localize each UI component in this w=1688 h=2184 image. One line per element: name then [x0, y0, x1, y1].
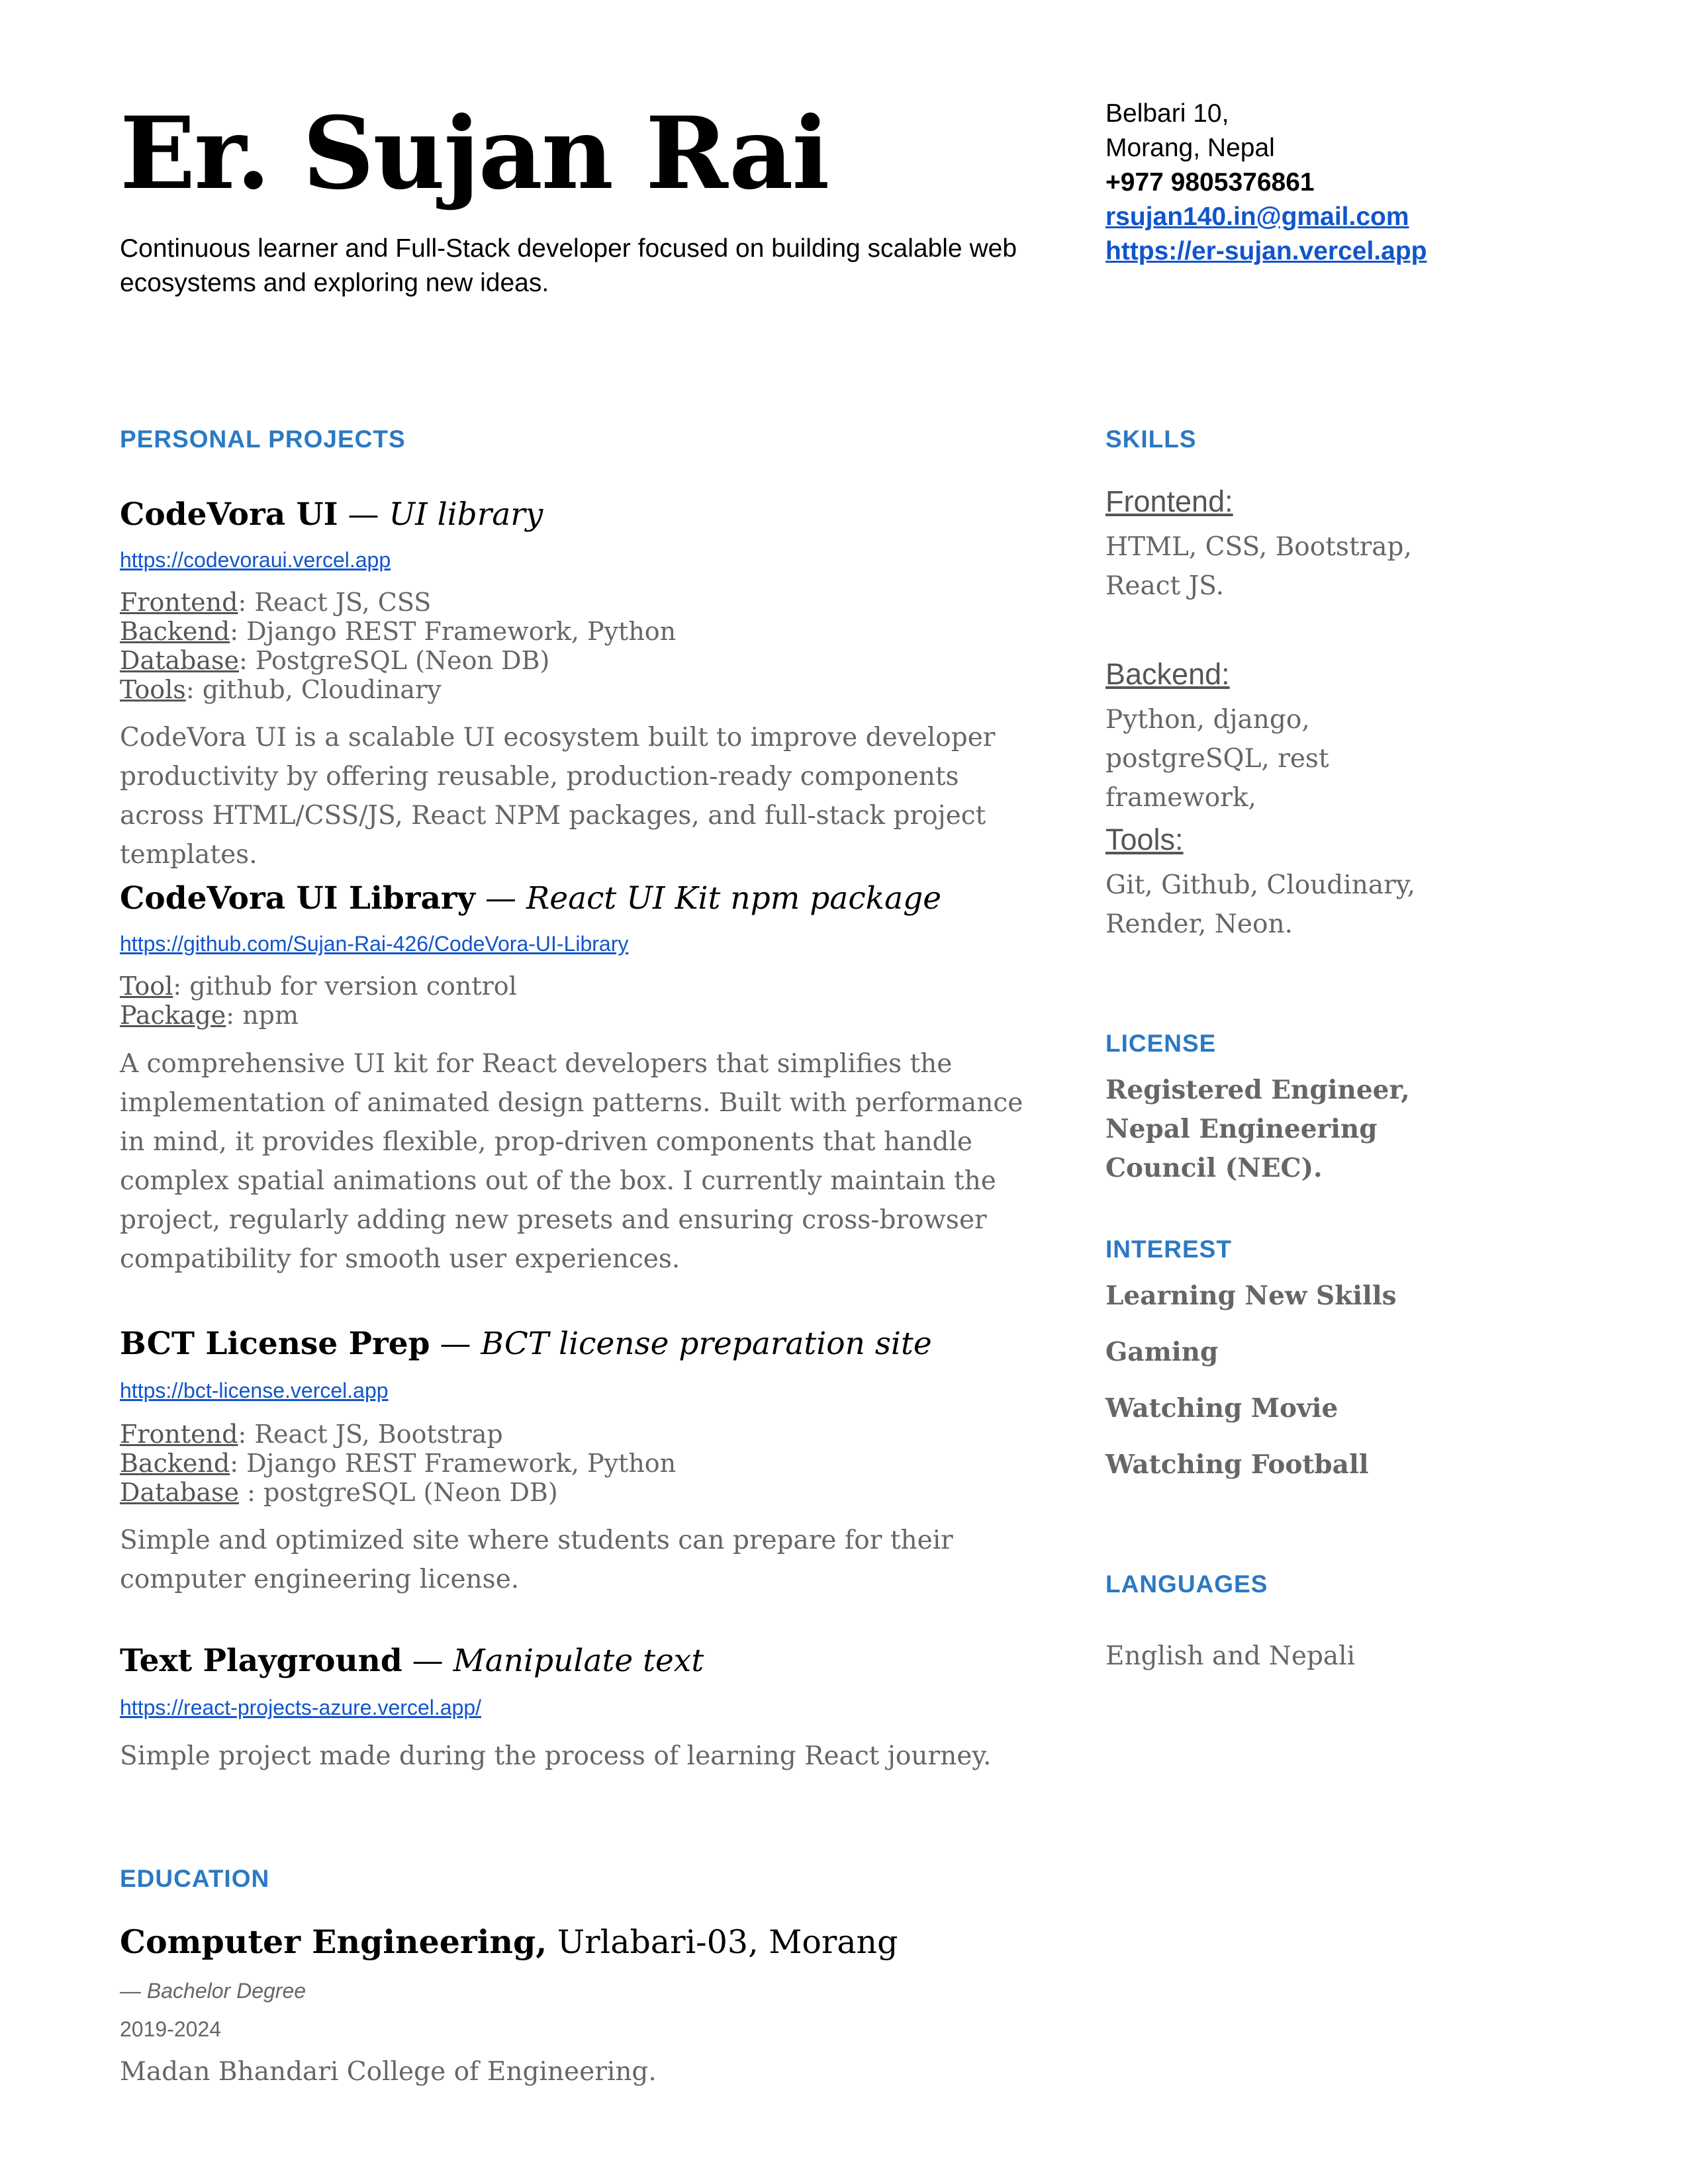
tagline: Continuous learner and Full-Stack developer focused on building scalable web ecosystems and exploring new ideas.: [120, 234, 1017, 297]
education-degree: Computer Engineering,: [120, 1923, 547, 1961]
tech-sep: :: [238, 588, 255, 617]
contact-block: [1105, 97, 1635, 269]
section-title-license: LICENSE: [1105, 1030, 1217, 1057]
tech-sep: :: [238, 1420, 255, 1449]
section-title-interest: INTEREST: [1105, 1236, 1232, 1263]
project-subtitle: BCT license preparation site: [481, 1326, 932, 1362]
section-title-skills: SKILLS: [1105, 426, 1197, 453]
website-link[interactable]: https://er-sujan.vercel.app: [1105, 237, 1427, 265]
tech-sep: :: [239, 1478, 263, 1507]
phone-number: +977 9805376861: [1105, 168, 1315, 197]
tech-sep: :: [230, 1449, 247, 1478]
interest-item: Watching Football: [1105, 1449, 1369, 1480]
project-description: A comprehensive UI kit for React developers that simplifies the implementation of animated design patterns. Built with performance in mind, it provides flexible, prop-driven components that handle complex spatial animations out of the box. I currently maintain the project, regularly adding new presets and ensuring cross-browser compatibility for smooth user experiences.: [120, 1049, 1023, 1274]
project-separator: —: [402, 1643, 453, 1679]
project-subtitle: Manipulate text: [453, 1643, 704, 1679]
project-description: Simple project made during the process of learning React journey.: [120, 1741, 992, 1771]
tech-row: [120, 972, 517, 1001]
skill-heading-tools: Tools:: [1105, 823, 1184, 856]
tech-sep: :: [185, 675, 203, 704]
tech-sep: :: [230, 617, 247, 646]
project-subtitle: UI library: [389, 496, 543, 533]
skill-list-frontend: HTML, CSS, Bootstrap, React JS.: [1105, 532, 1412, 601]
education-school: Madan Bhandari College of Engineering.: [120, 2057, 657, 2087]
education-location: Urlabari-03, Morang: [547, 1923, 898, 1961]
section-title-education: EDUCATION: [120, 1865, 270, 1892]
project-description: Simple and optimized site where students can prepare for their computer engineering license.: [120, 1525, 953, 1594]
skill-list-tools: Git, Github, Cloudinary, Render, Neon.: [1105, 870, 1415, 939]
tech-key: Database: [120, 646, 240, 675]
project-name: CodeVora UI: [120, 496, 338, 533]
languages-text: English and Nepali: [1105, 1641, 1356, 1671]
tech-value: github, Cloudinary: [202, 675, 442, 704]
tech-key: Database: [120, 1478, 240, 1507]
tech-value: github for version control: [189, 972, 517, 1001]
tech-key: Package: [120, 1001, 226, 1030]
address-line-1: Belbari 10,: [1105, 99, 1229, 128]
skill-list-backend: Python, django, postgreSQL, rest framework,: [1105, 705, 1329, 813]
tech-row: [120, 588, 676, 617]
tech-row: [120, 1478, 676, 1507]
tech-sep: :: [226, 1001, 243, 1030]
tech-value: postgreSQL (Neon DB): [263, 1478, 558, 1507]
tech-key: Tool: [120, 972, 173, 1001]
tech-key: Tools: [120, 675, 186, 704]
tech-key: Backend: [120, 617, 230, 646]
project-separator: —: [430, 1326, 481, 1362]
education-level: — Bachelor Degree: [120, 1979, 306, 2003]
project-title: [120, 1643, 704, 1680]
tech-key: Frontend: [120, 1420, 238, 1449]
tech-key: Backend: [120, 1449, 230, 1478]
project-separator: —: [475, 880, 526, 917]
project-tech-list: [120, 588, 676, 704]
skill-heading-backend: Backend:: [1105, 657, 1230, 691]
tech-key: Frontend: [120, 588, 238, 617]
project-link[interactable]: https://bct-license.vercel.app: [120, 1379, 389, 1402]
tech-row: [120, 1449, 676, 1478]
tech-sep: :: [239, 646, 256, 675]
project-name: BCT License Prep: [120, 1326, 430, 1362]
project-title: [120, 1326, 932, 1363]
tech-value: React JS, CSS: [254, 588, 432, 617]
tech-value: PostgreSQL (Neon DB): [255, 646, 550, 675]
tech-row: [120, 646, 676, 675]
section-title-languages: LANGUAGES: [1105, 1570, 1268, 1598]
tech-row: [120, 617, 676, 646]
project-title: [120, 880, 941, 917]
section-title-projects: PERSONAL PROJECTS: [120, 426, 406, 453]
interest-item: Gaming: [1105, 1337, 1219, 1367]
project-link[interactable]: https://github.com/Sujan-Rai-426/CodeVora-UI-Library: [120, 932, 629, 956]
license-text: Registered Engineer, Nepal Engineering Council (NEC).: [1105, 1075, 1410, 1183]
tech-value: Django REST Framework, Python: [246, 1449, 677, 1478]
page-title: Er. Sujan Rai: [120, 95, 829, 212]
skill-heading-frontend: Frontend:: [1105, 484, 1233, 518]
project-separator: —: [338, 496, 389, 533]
tech-value: npm: [242, 1001, 299, 1030]
project-description: CodeVora UI is a scalable UI ecosystem built to improve developer productivity by offering reusable, production-ready components across HTML/CSS/JS, React NPM packages, and full-stack project templates.: [120, 723, 996, 870]
project-link[interactable]: https://react-projects-azure.vercel.app/: [120, 1696, 482, 1719]
project-tech-list: [120, 1420, 676, 1507]
education-years: 2019-2024: [120, 2017, 222, 2041]
tech-row: [120, 1001, 517, 1030]
project-tech-list: [120, 972, 517, 1030]
education-title: [120, 1923, 898, 1961]
project-name: Text Playground: [120, 1643, 402, 1679]
tech-row: [120, 1420, 676, 1449]
tech-sep: :: [173, 972, 190, 1001]
address-line-2: Morang, Nepal: [1105, 134, 1275, 162]
project-link[interactable]: https://codevoraui.vercel.app: [120, 548, 391, 572]
interest-item: Watching Movie: [1105, 1393, 1338, 1424]
project-subtitle: React UI Kit npm package: [526, 880, 942, 917]
tech-row: [120, 675, 676, 704]
tech-value: Django REST Framework, Python: [246, 617, 677, 646]
project-title: [120, 496, 543, 533]
interest-item: Learning New Skills: [1105, 1281, 1397, 1311]
tech-value: React JS, Bootstrap: [254, 1420, 503, 1449]
project-name: CodeVora UI Library: [120, 880, 475, 917]
email-link[interactable]: rsujan140.in@gmail.com: [1105, 203, 1409, 231]
